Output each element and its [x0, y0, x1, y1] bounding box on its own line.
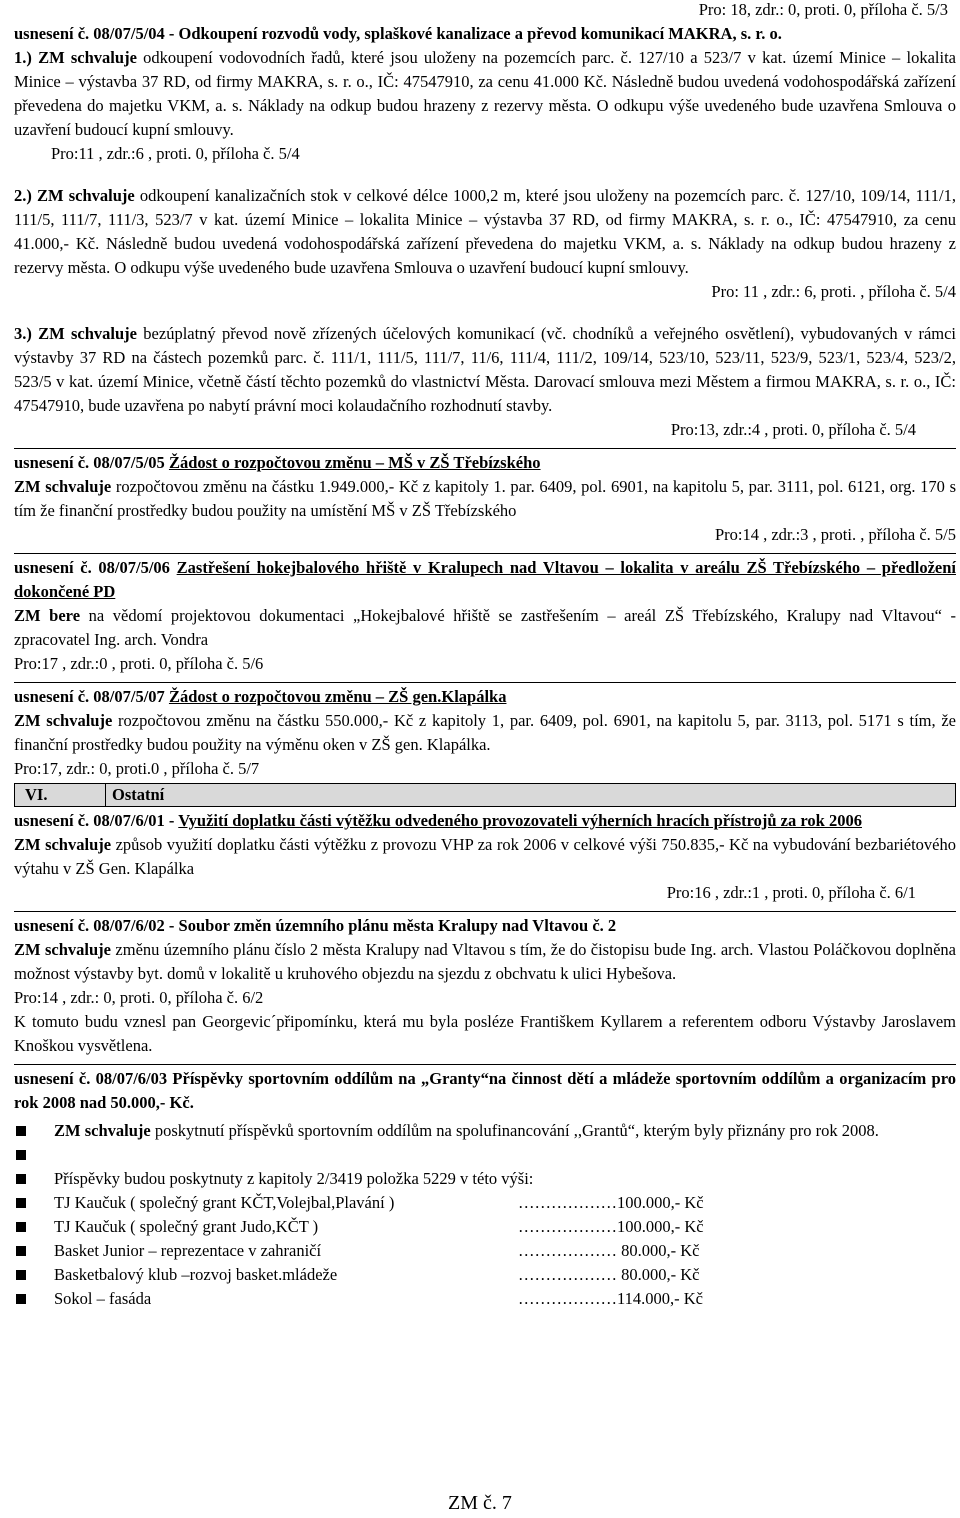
section-name: Ostatní [112, 785, 165, 804]
item-1-vote: Pro:11 , zdr.:6 , proti. 0, příloha č. 5/4 [51, 144, 300, 163]
item-3-lead: ZM schvaluje [38, 324, 138, 343]
item-3 [14, 322, 956, 418]
top-vote-line: Pro: 18, zdr.: 0, proti. 0, příloha č. 5/3 [698, 0, 948, 19]
list-item: Basket Junior – reprezentace v zahraničí ……………… 80.000,- Kč [54, 1239, 956, 1263]
item-2-vote: Pro: 11 , zdr.: 6, proti. , příloha č. 5/4 [711, 282, 956, 301]
square-bullet-icon [16, 1150, 26, 1160]
resolution-5-05-body: ZM schvaluje rozpočtovou změnu na částku 1.949.000,- Kč z kapitoly 1. par. 6409, pol. 6901, na kapitolu 5, par. 3111, pol. 6121, org. 170 s tím že finanční prostředky budou použity na umístění MŠ v ZŠ Třebízského [14, 477, 956, 520]
resolution-5-07-body: ZM schvaluje rozpočtovou změnu na částku 550.000,- Kč z kapitoly 1, par. 6409, pol. 6901, na kapitolu 5, par. 3113, pol. 5171 s tím, že finanční prostředky budou použity na výměnu oken v ZŠ gen. Klapálka. [14, 711, 956, 754]
resolution-6-02-note: K tomuto budu vznesl pan Georgevic´připomínku, která mu byla posléze Františkem Kyllarem a referentem odboru Výstavby Jaroslavem Knoškou vysvětlena. [14, 1012, 956, 1055]
divider [14, 682, 956, 683]
resolution-heading-6-01: usnesení č. 08/07/6/01 - Využití doplatku části výtěžku odvedeného provozovateli výherních hracích přístrojů za rok 2006 [14, 811, 862, 830]
item-1 [14, 46, 956, 142]
item-1-lead: ZM schvaluje [38, 48, 137, 67]
item-3-text: bezúplatný převod nově zřízených účelových komunikací (vč. chodníků a veřejného osvětlení), vybudovaných v rámci výstavby 37 RD na částech pozemků parc. č. 111/1, 111/5, 111/7, 11/6, 111/4, 111/2, 109/14, 523/10, 523/11, 523/9, 523/1, 523/4, 523/2, 523/5 v kat. území Minice, včetně částí těchto pozemků do vlastnictví Města. Darovací smlouva mezi Městem a firmou MAKRA, s. r. o., IČ: 47547910, bude uzavřena po nabytí právní moci kolaudačního rozhodnutí stavby. [14, 324, 957, 415]
document-page [14, 0, 956, 1311]
square-bullet-icon [16, 1126, 26, 1136]
resolution-heading-5-05: usnesení č. 08/07/5/05 Žádost o rozpočtovou změnu – MŠ v ZŠ Třebízského [14, 453, 541, 472]
section-number: VI. [15, 784, 106, 806]
list-item: Sokol – fasáda ………………114.000,- Kč [54, 1287, 956, 1311]
list-item [54, 1143, 956, 1167]
item-3-vote: Pro:13, zdr.:4 , proti. 0, příloha č. 5/4 [670, 420, 916, 439]
square-bullet-icon [16, 1270, 26, 1280]
square-bullet-icon [16, 1294, 26, 1304]
list-item: TJ Kaučuk ( společný grant KČT,Volejbal,Plavání ) ………………100.000,- Kč [54, 1191, 956, 1215]
square-bullet-icon [16, 1222, 26, 1232]
divider [14, 553, 956, 554]
square-bullet-icon [16, 1246, 26, 1256]
resolution-5-07-vote: Pro:17, zdr.: 0, proti.0 , příloha č. 5/7 [14, 759, 260, 778]
divider [14, 448, 956, 449]
resolution-5-05-vote: Pro:14 , zdr.:3 , proti. , příloha č. 5/5 [714, 525, 956, 544]
list-item: TJ Kaučuk ( společný grant Judo,KČT ) ………………100.000,- Kč [54, 1215, 956, 1239]
list-item: Basketbalový klub –rozvoj basket.mládeže ……………… 80.000,- Kč [54, 1263, 956, 1287]
divider [14, 1064, 956, 1065]
grant-list [14, 1119, 956, 1311]
resolution-heading-6-03: usnesení č. 08/07/6/03 Příspěvky sportovním oddílům na „Granty“na činnost dětí a mládeže sportovním oddílům a organizacím pro rok 2008 nad 50.000,- Kč. [14, 1069, 956, 1112]
square-bullet-icon [16, 1198, 26, 1208]
resolution-5-06-body: ZM bere na vědomí projektovou dokumentaci „Hokejbalové hřiště se zastřešením – areál ZŠ Třebízského, Kralupy nad Vltavou“ - zpracovatel Ing. arch. Vondra [14, 606, 957, 649]
list-item: Příspěvky budou poskytnuty z kapitoly 2/3419 položka 5229 v této výši: [54, 1167, 956, 1191]
resolution-heading-6-02: usnesení č. 08/07/6/02 - Soubor změn územního plánu města Kralupy nad Vltavou č. 2 [14, 916, 617, 935]
resolution-heading-5-07: usnesení č. 08/07/5/07 Žádost o rozpočtovou změnu – ZŠ gen.Klapálka [14, 687, 507, 706]
resolution-6-02-body: ZM schvaluje změnu územního plánu číslo 2 města Kralupy nad Vltavou s tím, že do čistopisu bude Ing. arch. Vlastou Poláčkovou doplněna možnost výstavby byt. domů v lokalitě u kruhového objezdu na sjezdu z obchvatu k ulici Hybešova. [14, 940, 957, 983]
item-2-text: odkoupení kanalizačních stok v celkové délce 1000,2 m, které jsou uloženy na pozemcích parc. č. 127/10, 109/14, 111/1, 111/5, 111/7, 111/3, 523/7 v kat. území Minice – lokalita Minice – výstavba 37 RD, od firmy MAKRA, s. r. o., IČ: 47547910, za cenu 41.000,- Kč. Následně budou uvedená vodohospodářská zařízení převedena do majetku VKM, a. s. Náklady na odkup budou hrazeny z rezervy města. O odkupu výše uvedeného bude uzavřena Smlouva o uzavření budoucí kupní smlouvy. [14, 186, 957, 277]
page-footer: ZM č. 7 [448, 1492, 512, 1514]
section-header [14, 783, 956, 807]
square-bullet-icon [16, 1174, 26, 1184]
resolution-6-01-body: ZM schvaluje způsob využití doplatku části výtěžku z provozu VHP za rok 2006 v celkové výši 750.835,- Kč na vybudování bezbariétového výtahu v ZŠ Gen. Klapálka [14, 835, 956, 878]
list-item: ZM schvaluje poskytnutí příspěvků sportovním oddílům na spolufinancování ,,Grantů“, kterým byly přiznány pro rok 2008. [54, 1119, 956, 1143]
resolution-6-01-vote: Pro:16 , zdr.:1 , proti. 0, příloha č. 6/1 [666, 883, 916, 902]
resolution-5-06-vote: Pro:17 , zdr.:0 , proti. 0, příloha č. 5/6 [14, 654, 264, 673]
item-1-text: odkoupení vodovodních řadů, které jsou uloženy na pozemcích parc. č. 127/10 a 523/7 v kat. území Minice – lokalita Minice – výstavba 37 RD, od firmy MAKRA, s. r. o., IČ: 47547910, za cenu 41.000 Kč. Následně budou uvedená vodohospodářská zařízení převedena do majetku VKM, a. s. Náklady na odkup budou hrazeny z rezervy města. O odkupu výše uvedeného bude uzavřena Smlouva o uzavření budoucí kupní smlouvy. [14, 48, 956, 139]
item-2-lead: ZM schvaluje [37, 186, 135, 205]
resolution-heading-5-04: usnesení č. 08/07/5/04 - Odkoupení rozvodů vody, splaškové kanalizace a převod komunikací MAKRA, s. r. o. [14, 24, 782, 43]
item-1-num: 1.) [14, 48, 32, 67]
resolution-heading-5-06: usnesení č. 08/07/5/06 Zastřešení hokejbalového hřiště v Kralupech nad Vltavou – lokalita v areálu ZŠ Třebízského – předložení dokončené PD [14, 558, 957, 601]
item-2 [14, 184, 956, 280]
resolution-6-02-vote: Pro:14 , zdr.: 0, proti. 0, příloha č. 6/2 [14, 988, 264, 1007]
item-3-num: 3.) [14, 324, 32, 343]
divider [14, 911, 956, 912]
item-2-num: 2.) [14, 186, 32, 205]
